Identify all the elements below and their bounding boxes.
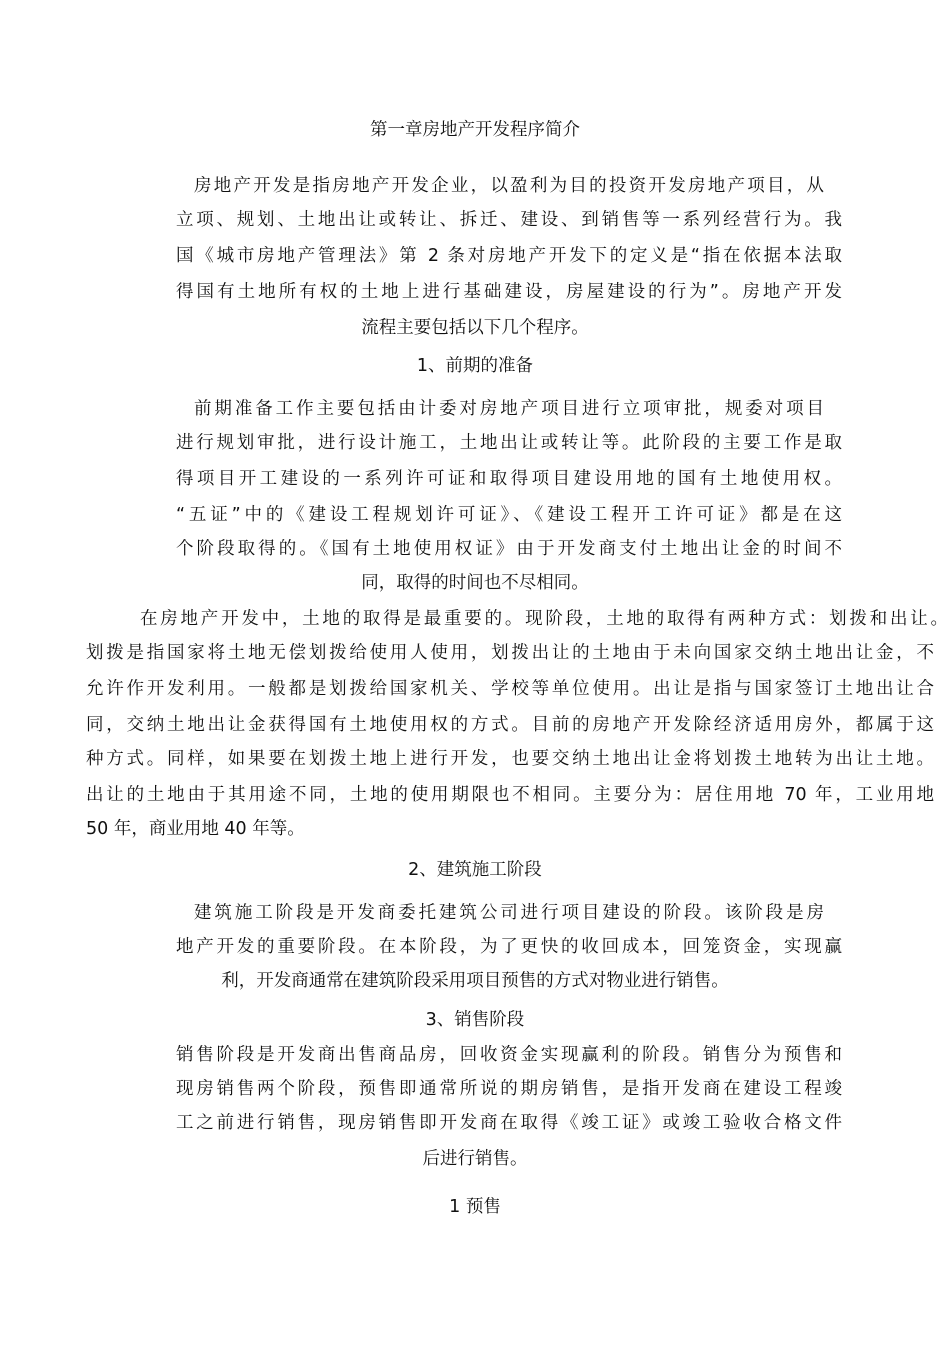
land-line-2: 划拨是指国家将土地无偿划拨给使用人使用，划拨出让的土地由于未向国家交纳土地出让金，不 [86, 643, 934, 663]
section-2-line-1: 建筑施工阶段是开发商委托建筑公司进行项目建设的阶段。该阶段是房 [194, 903, 824, 923]
section-2-line-3: 利，开发商通常在建筑阶段采用项目预售的方式对物业进行销售。 [221, 971, 729, 991]
land-line-4: 同，交纳土地出让金获得国有土地使用权的方式。目前的房地产开发除经济适用房外，都属于这 [86, 715, 934, 735]
section-3-heading: 3、销售阶段 [425, 1010, 525, 1030]
section-1-line-3: 得项目开工建设的一系列许可证和取得项目建设用地的国有土地使用权。 [176, 469, 842, 489]
section-3-line-1: 销售阶段是开发商出售商品房，回收资金实现赢利的阶段。销售分为预售和 [176, 1045, 842, 1065]
section-3-line-2: 现房销售两个阶段，预售即通常所说的期房销售，是指开发商在建设工程竣 [176, 1079, 842, 1099]
section-1-line-1: 前期准备工作主要包括由计委对房地产项目进行立项审批，规委对项目 [194, 399, 824, 419]
section-2-heading: 2、建筑施工阶段 [408, 860, 542, 880]
intro-line-5: 流程主要包括以下几个程序。 [361, 318, 589, 338]
intro-line-4: 得国有土地所有权的土地上进行基础建设，房屋建设的行为”。房地产开发 [176, 282, 842, 302]
land-line-5: 种方式。同样，如果要在划拨土地上进行开发，也要交纳土地出让金将划拨土地转为出让土地。 [86, 749, 934, 769]
section-2-line-2: 地产开发的重要阶段。在本阶段，为了更快的收回成本，回笼资金，实现赢 [176, 937, 842, 957]
section-3-line-3: 工之前进行销售，现房销售即开发商在取得《竣工证》或竣工验收合格文件 [176, 1113, 842, 1133]
section-1-line-5: 个阶段取得的。《国有土地使用权证》由于开发商支付土地出让金的时间不 [176, 539, 842, 559]
land-line-3: 允许作开发利用。一般都是划拨给国家机关、学校等单位使用。出让是指与国家签订土地出让合 [86, 679, 934, 699]
presale-subheading: 1 预售 [449, 1197, 501, 1217]
section-1-heading: 1、前期的准备 [416, 356, 534, 376]
section-1-line-2: 进行规划审批，进行设计施工，土地出让或转让等。此阶段的主要工作是取 [176, 433, 842, 453]
section-1-line-6: 同，取得的时间也不尽相同。 [361, 573, 589, 593]
land-line-1: 在房地产开发中，土地的取得是最重要的。现阶段，土地的取得有两种方式：划拨和出让。 [140, 609, 948, 629]
land-line-7: 50 年，商业用地 40 年等。 [86, 819, 305, 839]
intro-line-3: 国《城市房地产管理法》第 2 条对房地产开发下的定义是“指在依据本法取 [176, 246, 842, 266]
intro-line-1: 房地产开发是指房地产开发企业，以盈利为目的投资开发房地产项目，从 [194, 176, 824, 196]
section-3-line-4: 后进行销售。 [422, 1149, 528, 1169]
land-line-6: 出让的土地由于其用途不同，土地的使用期限也不相同。主要分为：居住用地 70 年，工业用地 [86, 785, 934, 805]
section-1-line-4: “五证”中的《建设工程规划许可证》、《建设工程开工许可证》都是在这 [176, 505, 842, 525]
intro-line-2: 立项、规划、土地出让或转让、拆迁、建设、到销售等一系列经营行为。我 [176, 210, 842, 230]
chapter-title: 第一章房地产开发程序简介 [370, 120, 580, 140]
